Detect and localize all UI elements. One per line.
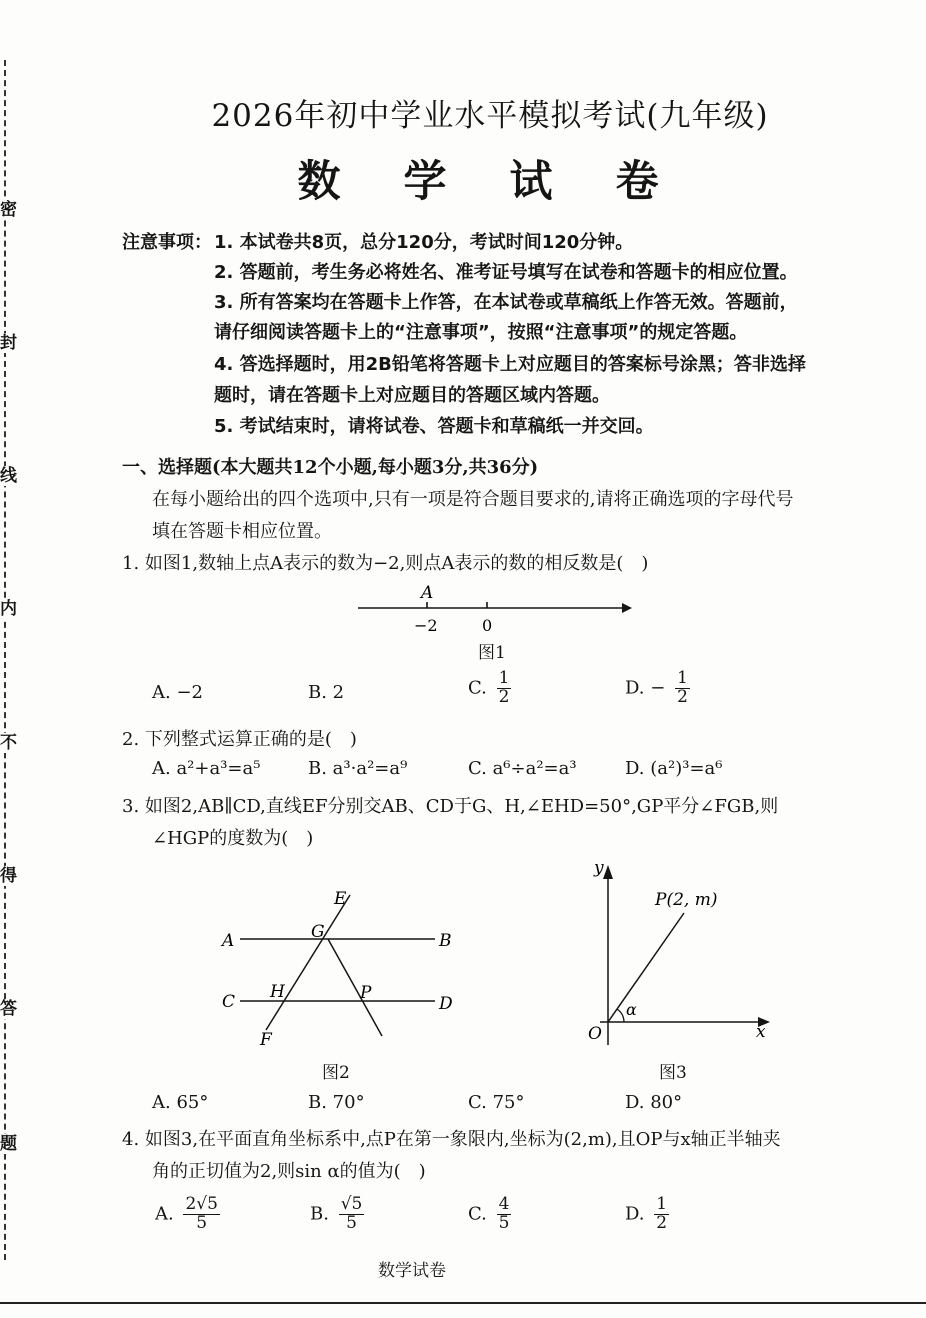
alpha-arc [617, 1009, 624, 1022]
fraction-denominator: 2 [656, 1212, 668, 1233]
notes-item: 请仔细阅读答题卡上的“注意事项”，按照“注意事项”的规定答题。 [214, 322, 748, 343]
question-3-stem: ∠HGP的度数为( ) [152, 828, 314, 849]
q2-option-d: D. (a²)³=a⁶ [625, 758, 723, 779]
figure-2-caption: 图2 [322, 1063, 350, 1083]
fraction-denominator: 2 [677, 686, 688, 707]
notes-item: 3. 所有答案均在答题卡上作答，在本试卷或草稿纸上作答无效。答题前， [214, 292, 798, 313]
line-gp [328, 939, 382, 1036]
option-prefix: C. [468, 1203, 487, 1225]
q4-option-b [310, 1196, 364, 1233]
margin-char: 封 [0, 333, 17, 353]
label-a: A [222, 931, 235, 951]
notes-item: 1. 本试卷共8页，总分120分，考试时间120分钟。 [214, 232, 634, 253]
label-f: F [260, 1030, 272, 1050]
fraction-denominator: 5 [346, 1212, 357, 1233]
q4-option-a [155, 1196, 220, 1233]
q3-option-a: A. 65° [152, 1092, 209, 1113]
line-ef [266, 895, 350, 1030]
figure-1-caption: 图1 [478, 643, 506, 663]
parallel-lines-figure [210, 880, 480, 1060]
label-g: G [311, 922, 325, 942]
question-3-stem: 3. 如图2,AB∥CD,直线EF分别交AB、CD于G、H,∠EHD=50°,GP平分∠FGB,则 [122, 796, 779, 817]
notes-item: 4. 答选择题时，用2B铅笔将答题卡上对应题目的答案标号涂黑；答非选择 [214, 354, 806, 375]
fraction-numerator: 2√5 [185, 1194, 218, 1214]
bottom-rule [0, 1302, 926, 1304]
q3-option-d: D. 80° [625, 1092, 683, 1113]
fraction [497, 1196, 512, 1233]
section-instructions: 在每小题给出的四个选项中,只有一项是符合题目要求的,请将正确选项的字母代号 [152, 489, 794, 510]
fraction [183, 1196, 219, 1233]
q4-option-d [625, 1196, 669, 1233]
q1-option-c [468, 670, 511, 707]
fraction-denominator: 5 [498, 1212, 510, 1233]
fraction [339, 1196, 365, 1233]
section-heading: 一、选择题(本大题共12个小题,每小题3分,共36分) [122, 457, 539, 478]
fraction-numerator: 1 [498, 668, 510, 688]
notes-item: 题时，请在答题卡上对应题目的答题区域内答题。 [214, 385, 610, 406]
fraction [497, 670, 512, 707]
q4-option-c [468, 1196, 511, 1233]
notes-label: 注意事项： [122, 232, 212, 253]
fraction [654, 1196, 669, 1233]
margin-char: 得 [0, 866, 17, 886]
question-4-stem: 角的正切值为2,则sin α的值为( ) [152, 1161, 426, 1182]
label-x: x [756, 1022, 766, 1042]
question-1-stem: 1. 如图1,数轴上点A表示的数为−2,则点A表示的数的相反数是( ) [122, 553, 649, 574]
label-e: E [334, 889, 347, 909]
margin-char: 线 [0, 466, 17, 486]
ray-op [608, 913, 684, 1022]
label-c: C [222, 992, 236, 1012]
label-p: P [360, 983, 372, 1003]
q3-option-b: B. 70° [308, 1092, 365, 1113]
q2-option-b: B. a³·a²=a⁹ [308, 758, 408, 779]
margin-char: 密 [0, 200, 17, 220]
subject-title: 数 学 试 卷 [297, 157, 683, 207]
label-d: D [439, 994, 453, 1014]
option-prefix: D. [625, 1203, 645, 1225]
q1-option-a: A. −2 [152, 682, 203, 703]
margin-char: 不 [0, 733, 17, 753]
section-instructions: 填在答题卡相应位置。 [152, 521, 332, 542]
number-line-figure [350, 578, 650, 638]
notes-item: 2. 答题前，考生务必将姓名、准考证号填写在试卷和答题卡的相应位置。 [214, 262, 798, 283]
point-a-label: A [421, 583, 434, 603]
q2-option-a: A. a²+a³=a⁵ [152, 758, 261, 779]
margin-char: 题 [0, 1134, 17, 1154]
q2-option-c: C. a⁶÷a²=a³ [468, 758, 577, 779]
label-y: y [594, 858, 604, 878]
label-p-point: P(2, m) [655, 890, 718, 910]
fraction-denominator: 2 [498, 686, 510, 707]
number-line-arrow [622, 603, 632, 613]
fraction-numerator: 1 [677, 668, 688, 688]
option-prefix: A. [155, 1203, 174, 1225]
label-h: H [270, 982, 285, 1002]
exam-title: 2026年初中学业水平模拟考试(九年级) [211, 98, 769, 134]
tick-label: 0 [482, 616, 493, 635]
binding-dashed-line [4, 60, 6, 1260]
label-o: O [588, 1024, 602, 1044]
tick-label: −2 [414, 616, 438, 635]
q1-option-b: B. 2 [308, 682, 345, 703]
margin-char: 答 [0, 999, 17, 1019]
coordinate-figure [580, 855, 780, 1055]
question-4-stem: 4. 如图3,在平面直角坐标系中,点P在第一象限内,坐标为(2,m),且OP与x轴正半轴夹 [122, 1129, 781, 1150]
label-alpha: α [626, 1000, 637, 1019]
fraction-denominator: 5 [196, 1212, 208, 1233]
option-prefix: B. [310, 1203, 329, 1225]
label-b: B [439, 931, 452, 951]
fraction [675, 670, 690, 707]
figure-3-caption: 图3 [659, 1063, 687, 1083]
fraction-numerator: 4 [498, 1194, 510, 1214]
fraction-numerator: √5 [340, 1194, 363, 1214]
option-prefix: D. − [625, 677, 666, 699]
margin-char: 内 [0, 599, 17, 619]
fraction-numerator: 1 [656, 1194, 668, 1214]
q1-option-d [625, 670, 690, 707]
q3-option-c: C. 75° [468, 1092, 525, 1113]
y-axis-arrow [603, 865, 613, 879]
footer-label: 数学试卷 [378, 1261, 446, 1281]
question-2-stem: 2. 下列整式运算正确的是( ) [122, 729, 357, 750]
option-prefix: C. [468, 677, 487, 699]
notes-item: 5. 考试结束时，请将试卷、答题卡和草稿纸一并交回。 [214, 416, 654, 437]
